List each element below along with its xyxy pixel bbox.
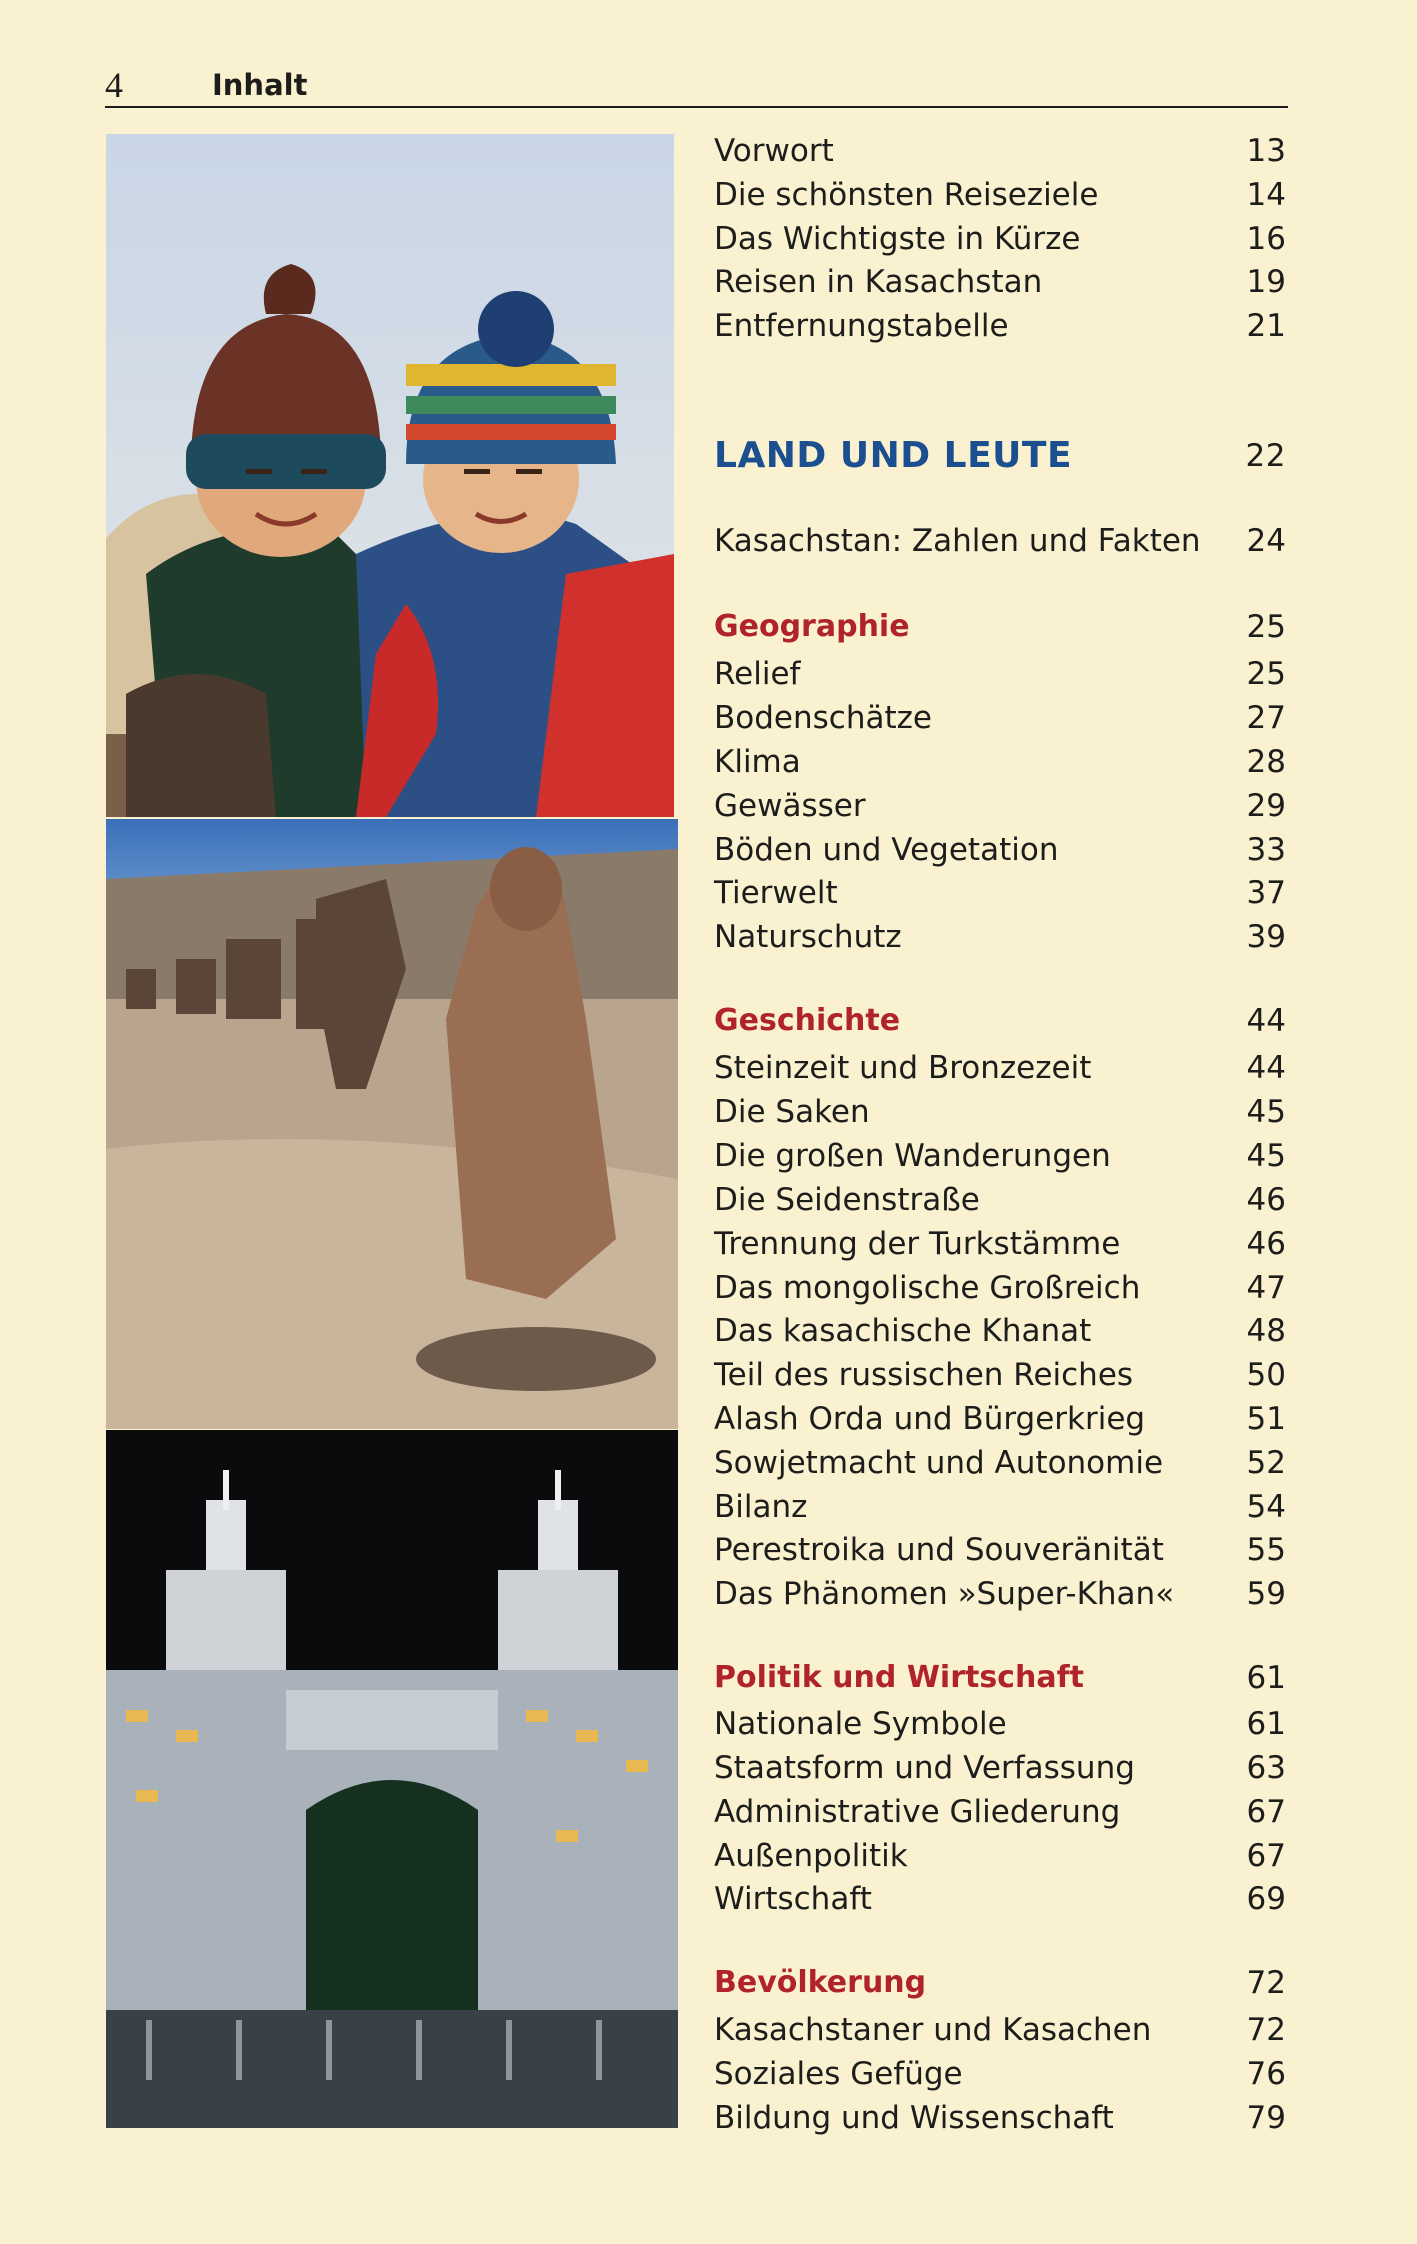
toc-entry-page-number: 24: [1246, 523, 1286, 559]
toc-entry-title: Trennung der Turkstämme: [714, 1226, 1121, 1262]
toc-entry-title: Naturschutz: [714, 919, 902, 955]
toc-entry-title: Kasachstaner und Kasachen: [714, 2012, 1152, 2048]
toc-entry-page-number: 48: [1246, 1313, 1286, 1349]
toc-entry-page-number: 61: [1246, 1660, 1286, 1696]
toc-entry-title: Wirtschaft: [714, 1881, 872, 1917]
photo-caravan-statues: [106, 819, 678, 1429]
toc-entry-title: Das Phänomen »Super-Khan«: [714, 1576, 1175, 1612]
toc-entry-page-number: 59: [1246, 1576, 1286, 1612]
toc-entry-title: Alash Orda und Bürgerkrieg: [714, 1401, 1146, 1437]
toc-entry-page-number: 25: [1246, 656, 1286, 692]
toc-entry-title: Entfernungstabelle: [714, 308, 1009, 344]
toc-entry-title: Das Wichtigste in Kürze: [714, 221, 1081, 257]
toc-entry-page-number: 69: [1246, 1881, 1286, 1917]
toc-entry-page-number: 46: [1246, 1226, 1286, 1262]
toc-entry-title: Soziales Gefüge: [714, 2056, 963, 2092]
toc-entry-page-number: 72: [1246, 1965, 1286, 2001]
toc-entry-title: Gewässer: [714, 788, 866, 824]
toc-entry-title: Bilanz: [714, 1489, 808, 1525]
toc-entry-page-number: 72: [1246, 2012, 1286, 2048]
toc-entry-title: Sowjetmacht und Autonomie: [714, 1445, 1164, 1481]
toc-entry-title: Geographie: [714, 609, 910, 644]
page-header: [105, 64, 1288, 108]
toc-entry-title: Perestroika und Souveränität: [714, 1532, 1164, 1568]
photo-night-building: [106, 1430, 678, 2128]
page-number: 4: [105, 65, 123, 105]
toc-entry-title: Administrative Gliederung: [714, 1794, 1121, 1830]
toc-entry-page-number: 54: [1246, 1489, 1286, 1525]
toc-entry-title: Vorwort: [714, 133, 834, 169]
toc-entry-title: Bevölkerung: [714, 1965, 927, 2000]
toc-entry-page-number: 44: [1246, 1050, 1286, 1086]
toc-entry-page-number: 33: [1246, 832, 1286, 868]
toc-entry-page-number: 61: [1246, 1706, 1286, 1742]
toc-entry-title: LAND UND LEUTE: [714, 435, 1073, 476]
toc-entry-page-number: 44: [1246, 1003, 1286, 1039]
toc-entry-title: Tierwelt: [714, 875, 838, 911]
toc-entry-page-number: 21: [1246, 308, 1286, 344]
toc-entry-page-number: 46: [1246, 1182, 1286, 1218]
toc-entry-title: Außenpolitik: [714, 1838, 908, 1874]
toc-entry-page-number: 51: [1246, 1401, 1286, 1437]
toc-entry-title: Bildung und Wissenschaft: [714, 2100, 1114, 2136]
toc-entry-title: Das kasachische Khanat: [714, 1313, 1092, 1349]
toc-entry-page-number: 39: [1246, 919, 1286, 955]
toc-entry-page-number: 22: [1245, 438, 1286, 474]
toc-entry-title: Nationale Symbole: [714, 1706, 1007, 1742]
toc-entry-title: Böden und Vegetation: [714, 832, 1059, 868]
toc-entry-title: Politik und Wirtschaft: [714, 1660, 1084, 1695]
toc-entry-page-number: 14: [1246, 177, 1286, 213]
toc-entry-page-number: 45: [1246, 1138, 1286, 1174]
toc-entry-page-number: 47: [1246, 1270, 1286, 1306]
toc-entry-page-number: 19: [1246, 264, 1286, 300]
toc-entry-title: Geschichte: [714, 1003, 901, 1038]
photo-children-in-hats: [106, 134, 674, 817]
toc-entry-page-number: 45: [1246, 1094, 1286, 1130]
toc-entry-page-number: 50: [1246, 1357, 1286, 1393]
toc-entry-title: Klima: [714, 744, 801, 780]
toc-entry-title: Die Seidenstraße: [714, 1182, 980, 1218]
page-title: Inhalt: [212, 68, 308, 102]
toc-entry-page-number: 29: [1246, 788, 1286, 824]
toc-entry-page-number: 67: [1246, 1838, 1286, 1874]
toc-entry-page-number: 52: [1246, 1445, 1286, 1481]
toc-entry-page-number: 28: [1246, 744, 1286, 780]
toc-entry-title: Reisen in Kasachstan: [714, 264, 1043, 300]
toc-entry-page-number: 55: [1246, 1532, 1286, 1568]
toc-entry-title: Die Saken: [714, 1094, 870, 1130]
toc-entry-page-number: 16: [1246, 221, 1286, 257]
toc-entry-page-number: 13: [1246, 133, 1286, 169]
toc-entry-page-number: 79: [1246, 2100, 1286, 2136]
toc-entry-title: Kasachstan: Zahlen und Fakten: [714, 523, 1201, 559]
toc-entry-page-number: 27: [1246, 700, 1286, 736]
toc-entry-title: Die schönsten Reiseziele: [714, 177, 1099, 213]
toc-entry-page-number: 37: [1246, 875, 1286, 911]
toc-entry-page-number: 67: [1246, 1794, 1286, 1830]
toc-entry-title: Teil des russischen Reiches: [714, 1357, 1134, 1393]
toc-entry-page-number: 63: [1246, 1750, 1286, 1786]
toc-entry-title: Staatsform und Verfassung: [714, 1750, 1135, 1786]
toc-entry-page-number: 25: [1246, 609, 1286, 645]
toc-entry-page-number: 76: [1246, 2056, 1286, 2092]
toc-entry-title: Das mongolische Großreich: [714, 1270, 1141, 1306]
toc-entry-title: Bodenschätze: [714, 700, 932, 736]
toc-entry-title: Die großen Wanderungen: [714, 1138, 1111, 1174]
toc-entry-title: Relief: [714, 656, 801, 692]
toc-entry-title: Steinzeit und Bronzezeit: [714, 1050, 1092, 1086]
